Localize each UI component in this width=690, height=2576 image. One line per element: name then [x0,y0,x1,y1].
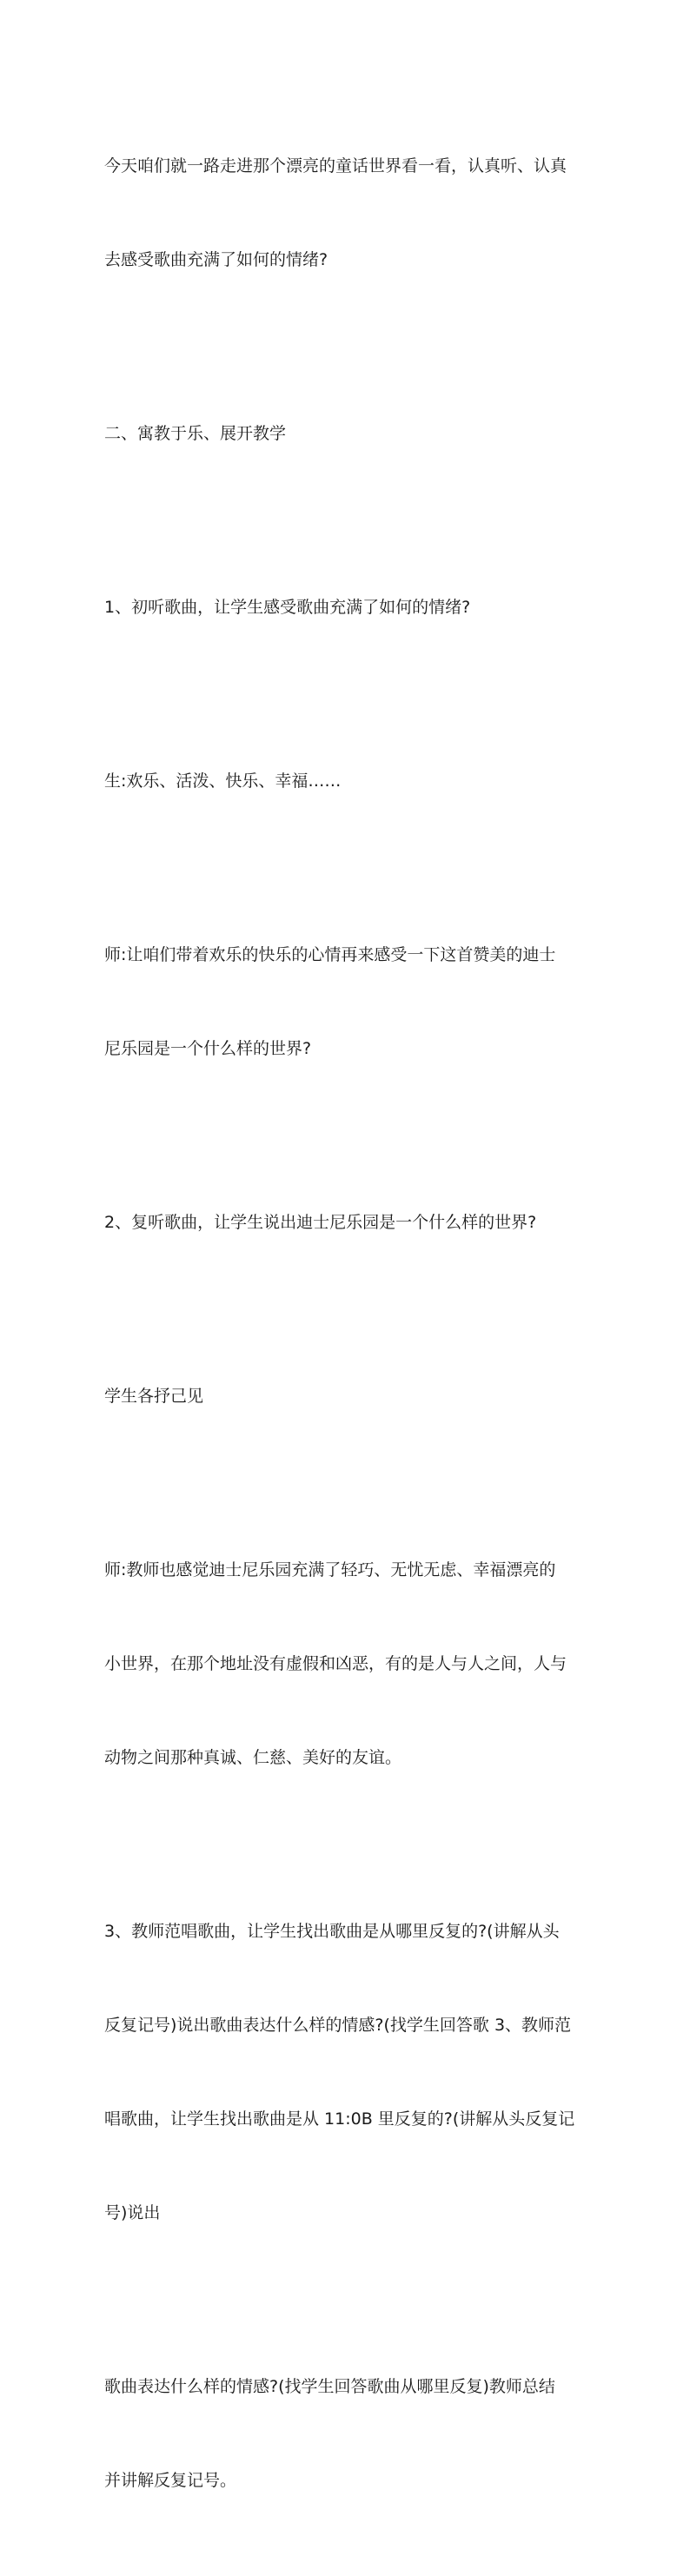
paragraph-teacher-comment [104,1492,591,1836]
section-heading [104,355,591,512]
text-line: 唱歌曲，让学生找出歌曲是从 11:0B 里反复的?(讲解从头反复记 [104,2109,575,2129]
text-line: 动物之间那种真诚、仁慈、美好的友谊。 [104,1748,402,1767]
paragraph-student-opinions [104,1318,591,1474]
text-line: 生:欢乐、活泼、快乐、幸福…… [104,771,342,791]
text-line: 反复记号)说出歌曲表达什么样的情感?(找学生回答歌 3、教师范 [104,2016,572,2035]
paragraph-student-answer [104,703,591,859]
paragraph-teacher-prompt [104,877,591,1127]
text-line: 去感受歌曲充满了如何的情绪? [104,250,328,269]
text-line: 2、复听歌曲，让学生说出迪士尼乐园是一个什么样的世界? [104,1213,537,1232]
text-line: 并讲解反复记号。 [104,2471,237,2490]
paragraph-intro [104,88,591,338]
text-line: 师:教师也感觉迪士尼乐园充满了轻巧、无忧无虑、幸福漂亮的 [104,1560,556,1579]
paragraph-summary [104,2308,591,2559]
text-line: 1、初听歌曲，让学生感受歌曲充满了如何的情绪? [104,598,471,617]
text-line: 3、教师范唱歌曲，让学生找出歌曲是从哪里反复的?(讲解从头 [104,1922,560,1941]
text-line: 尼乐园是一个什么样的世界? [104,1039,312,1058]
document-body [104,88,591,2576]
text-line: 歌曲表达什么样的情感?(找学生回答歌曲从哪里反复)教师总结 [104,2377,555,2396]
text-line: 今天咱们就一路走进那个漂亮的童话世界看一看，认真听、认真 [104,156,567,175]
text-line: 学生各抒己见 [104,1387,204,1406]
paragraph-step-1 [104,529,591,685]
text-line: 师:让咱们带着欢乐的快乐的心情再来感受一下这首赞美的迪士 [104,945,556,964]
paragraph-step-3 [104,1853,591,2291]
text-line: 号)说出 [104,2203,161,2222]
text-line: 小世界，在那个地址没有虚假和凶恶，有的是人与人之间，人与 [104,1654,567,1673]
text-line: 二、寓教于乐、展开教学 [104,424,287,443]
paragraph-step-2 [104,1144,591,1301]
